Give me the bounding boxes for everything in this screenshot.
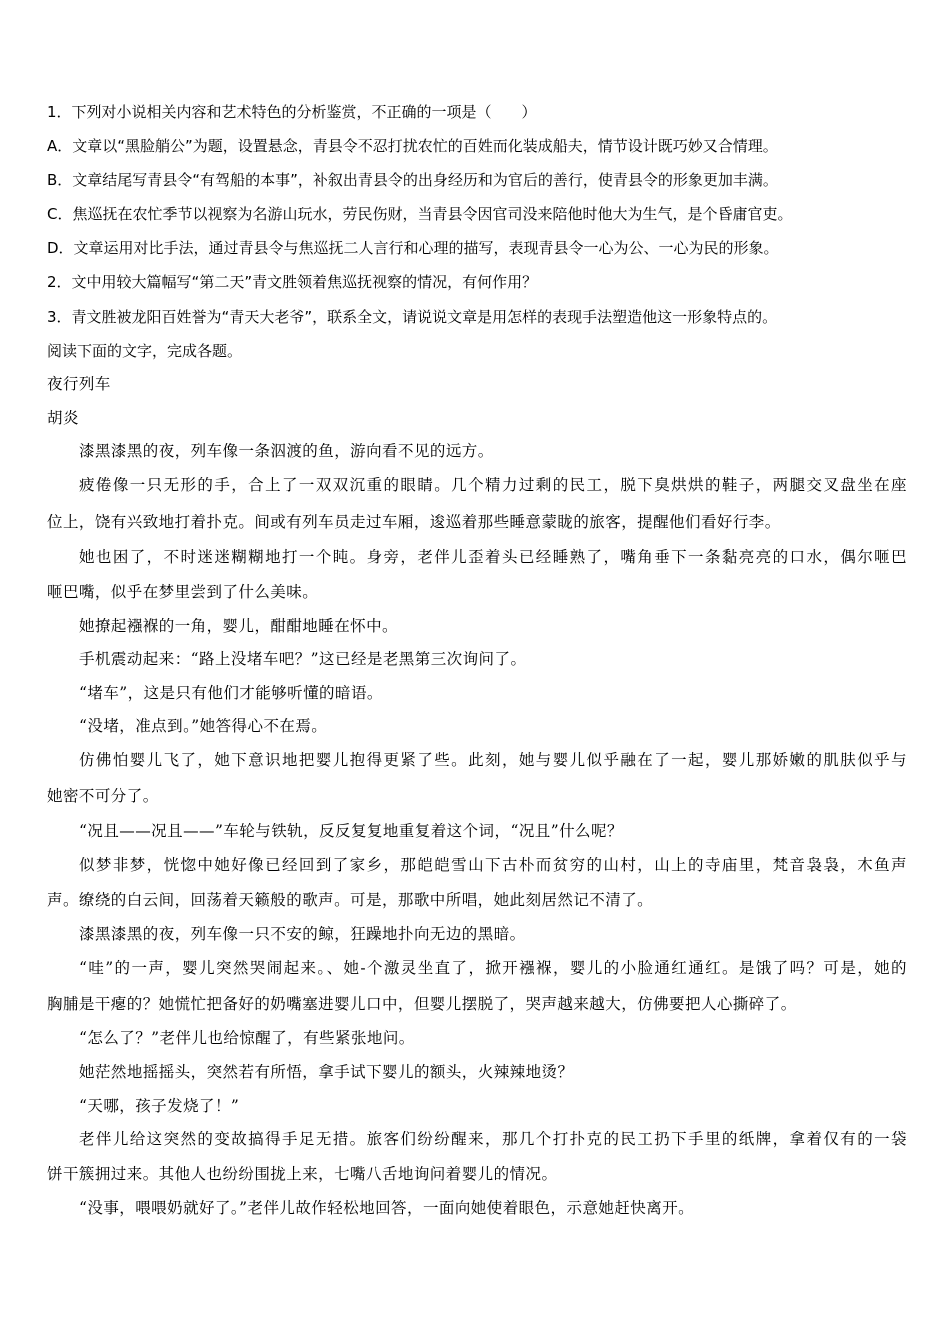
reading-instruction: 阅读下面的文字，完成各题。: [47, 342, 243, 360]
story-line: 声。缭绕的白云间，回荡着天籁般的歌声。可是，那歌中所唱，她此刻居然记不清了。: [47, 891, 654, 909]
story-title: 夜行列车: [47, 375, 111, 393]
option-b: B．文章结尾写青县令“有驾船的本事”，补叙出青县令的出身经历和为官后的善行，使青县令的形象更加丰满。: [47, 171, 778, 189]
story-line: 她撩起襁褓的一角，婴儿，酣酣地睡在怀中。: [79, 617, 399, 635]
story-line: 仿佛怕婴儿飞了，她下意识地把婴儿抱得更紧了些。此刻，她与婴儿似乎融在了一起，婴儿那娇嫩的肌肤似乎与: [79, 751, 907, 769]
story-line: “天哪，孩子发烧了！”: [79, 1097, 240, 1115]
question-3: 3．青文胜被龙阳百姓誉为“青天大老爷”，联系全文，请说说文章是用怎样的表现手法塑造他这一形象特点的。: [47, 308, 778, 326]
story-line: 饼干簇拥过来。其他人也纷纷围拢上来，七嘴八舌地询问着婴儿的情况。: [47, 1165, 558, 1183]
story-line: 胸脯是干瘪的？她慌忙把备好的奶嘴塞进婴儿口中，但婴儿摆脱了，哭声越来越大，仿佛要把人心撕碎了。: [47, 995, 797, 1013]
option-c: C．焦巡抚在农忙季节以视察为名游山玩水，劳民伤财，当青县令因官司没来陪他时他大为生气，是个昏庸官吏。: [47, 205, 793, 223]
story-line: “没堵，准点到。”她答得心不在焉。: [79, 717, 328, 735]
story-author: 胡炎: [47, 409, 79, 427]
story-line: 她也困了，不时迷迷糊糊地打一个盹。身旁，老伴儿歪着头已经睡熟了，嘴角垂下一条黏亮亮的口水，偶尔咂巴: [79, 548, 907, 566]
story-line: 漆黑漆黑的夜，列车像一条泅渡的鱼，游向看不见的远方。: [79, 442, 494, 460]
story-line: 手机震动起来：“路上没堵车吧？”这已经是老黑第三次询问了。: [79, 650, 527, 668]
story-line: 她密不可分了。: [47, 787, 159, 805]
story-line: 漆黑漆黑的夜，列车像一只不安的鲸，狂躁地扑向无边的黑暗。: [79, 925, 526, 943]
question-2: 2．文中用较大篇幅写“第二天”青文胜领着焦巡抚视察的情况，有何作用？: [47, 273, 538, 291]
question-1: 1．下列对小说相关内容和艺术特色的分析鉴赏，不正确的一项是（ ）: [47, 103, 537, 121]
story-line: 咂巴嘴，似乎在梦里尝到了什么美味。: [47, 583, 319, 601]
option-d: D．文章运用对比手法，通过青县令与焦巡抚二人言行和心理的描写，表现青县令一心为公、一心为民的形象。: [47, 239, 779, 257]
story-line: 她茫然地摇摇头，突然若有所悟，拿手试下婴儿的额头，火辣辣地烫？: [79, 1063, 574, 1081]
story-line: 位上，饶有兴致地打着扑克。间或有列车员走过车厢，逡巡着那些睡意蒙眬的旅客，提醒他们看好行李。: [47, 513, 781, 531]
option-a: A．文章以“黑脸艄公”为题，设置悬念，青县令不忍打扰农忙的百姓而化装成船夫，情节设计既巧妙又合情理。: [47, 137, 778, 155]
story-line: “哇”的一声，婴儿突然哭闹起来。、她-个激灵坐直了，掀开襁褓，婴儿的小脸通红通红。是饿了吗？可是，她的: [79, 959, 907, 977]
story-line: “怎么了？”老伴儿也给惊醒了，有些紧张地问。: [79, 1029, 415, 1047]
story-line: 似梦非梦，恍惚中她好像已经回到了家乡，那皑皑雪山下古朴而贫穷的山村，山上的寺庙里，梵音袅袅，木鱼声: [79, 856, 907, 874]
story-line: “况且——况且——”车轮与铁轨，反反复复地重复着这个词，“况且”什么呢？: [79, 822, 623, 840]
story-line: “没事，喂喂奶就好了。”老伴儿故作轻松地回答，一面向她使着眼色，示意她赶快离开。: [79, 1199, 695, 1217]
story-line: 老伴儿给这突然的变故搞得手足无措。旅客们纷纷醒来，那几个打扑克的民工扔下手里的纸牌，拿着仅有的一袋: [79, 1130, 907, 1148]
story-line: 疲倦像一只无形的手，合上了一双双沉重的眼睛。几个精力过剩的民工，脱下臭烘烘的鞋子，两腿交叉盘坐在座: [79, 476, 907, 494]
story-line: “堵车”，这是只有他们才能够听懂的暗语。: [79, 684, 383, 702]
